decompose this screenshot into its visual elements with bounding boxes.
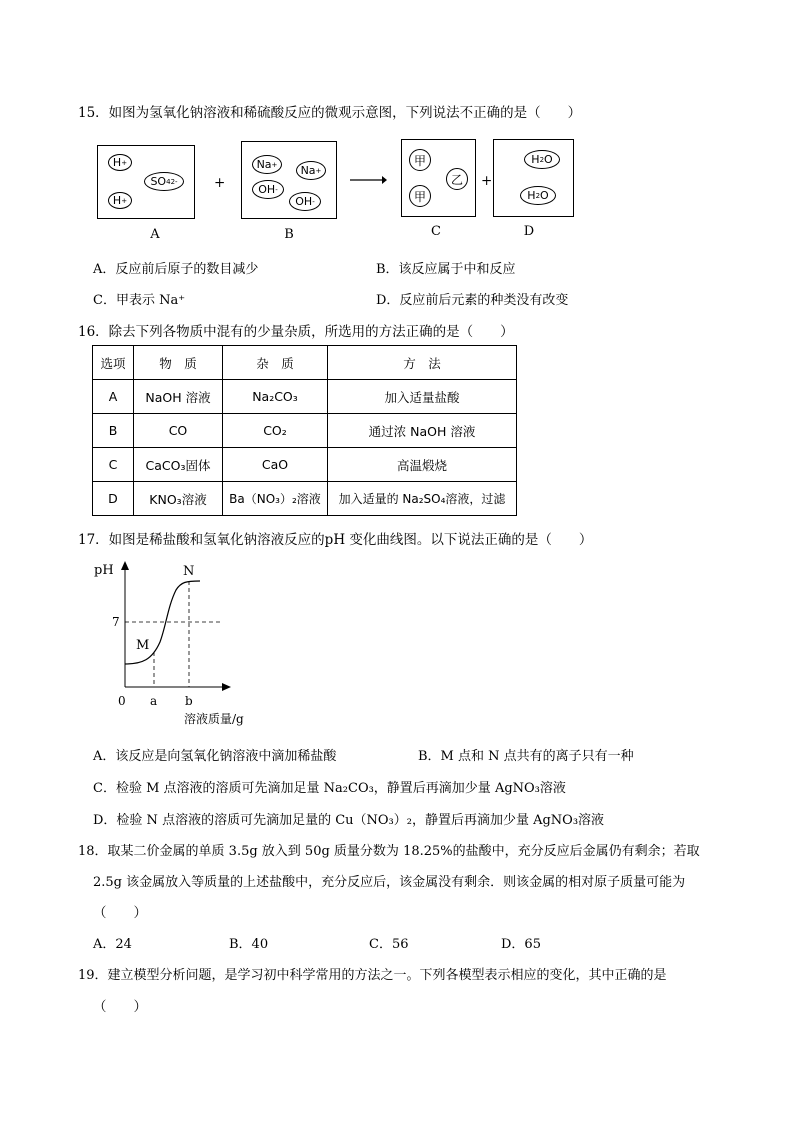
cell-method: 通过浓 NaOH 溶液 — [328, 414, 517, 448]
box-d — [493, 139, 574, 217]
label-d: D — [523, 224, 535, 239]
cell-method: 加入适量的 Na₂SO₄溶液，过滤 — [328, 482, 517, 516]
tick-label-b: b — [185, 694, 193, 708]
q17-option-a: A．该反应是向氢氧化钠溶液中滴加稀盐酸 — [93, 749, 337, 764]
plus-sign: + — [481, 173, 493, 189]
q16-stem: 16．除去下列各物质中混有的少量杂质，所选用的方法正确的是（ ） — [78, 324, 514, 340]
ph-curve-chart — [90, 556, 250, 728]
q18-stem-line2: 2.5g 该金属放入等质量的上述盐酸中，充分反应后，该金属没有剩余．则该金属的相对原子质量可能为 — [93, 875, 686, 890]
table-row — [93, 482, 517, 516]
header-option: 选项 — [93, 346, 134, 380]
cell-substance: CaCO₃固体 — [134, 448, 223, 482]
y-axis-arrow-icon — [121, 561, 129, 570]
table-row — [93, 380, 517, 414]
tick-label-a: a — [150, 694, 158, 708]
ion-na-plus: Na + — [296, 161, 326, 180]
cell-option: C — [93, 448, 134, 482]
q15-option-b: B．该反应属于中和反应 — [376, 262, 516, 277]
q15-stem: 15．如图为氢氧化钠溶液和稀硫酸反应的微观示意图，下列说法不正确的是（ ） — [78, 105, 582, 121]
ion-h-plus: H + — [108, 192, 132, 209]
cell-substance: KNO₃溶液 — [134, 482, 223, 516]
q15-option-d: D．反应前后元素的种类没有改变 — [376, 293, 569, 308]
cell-option: B — [93, 414, 134, 448]
header-substance: 物 质 — [134, 346, 223, 380]
x-axis-label: 溶液质量/g — [184, 712, 244, 726]
q18-option-a: A．24 — [93, 937, 132, 952]
y-axis-label: pH — [94, 563, 114, 578]
q17-option-b: B．M 点和 N 点共有的离子只有一种 — [418, 749, 634, 764]
q15-option-c: C．甲表示 Na⁺ — [93, 293, 186, 308]
ion-sulfate: SO 4 2- — [144, 172, 184, 191]
box-a — [97, 145, 195, 219]
ion-oh-minus: OH - — [289, 192, 321, 211]
ion-h-plus: H + — [108, 154, 132, 171]
q16-table — [92, 345, 517, 516]
q17-stem: 17．如图是稀盐酸和氢氧化钠溶液反应的pH 变化曲线图。以下说法正确的是（ ） — [78, 532, 593, 548]
q19-stem-line1: 19．建立模型分析问题，是学习初中科学常用的方法之一。下列各模型表示相应的变化，其中正确的是 — [78, 968, 667, 983]
molecule-water: H 2 O — [520, 186, 556, 205]
q19-stem-line2: （ ） — [93, 999, 147, 1015]
cell-method: 加入适量盐酸 — [328, 380, 517, 414]
particle-jia: 甲 — [409, 185, 431, 207]
q15-option-a: A．反应前后原子的数目减少 — [93, 262, 259, 277]
box-b — [241, 141, 337, 219]
ion-na-plus: Na + — [252, 155, 282, 174]
label-c: C — [431, 224, 441, 239]
point-label-m: M — [136, 638, 150, 653]
table-row — [93, 448, 517, 482]
cell-method: 高温煅烧 — [328, 448, 517, 482]
q18-option-d: D．65 — [501, 937, 541, 952]
cell-impurity: Ba（NO₃）₂溶液 — [223, 482, 328, 516]
plus-sign: + — [214, 175, 226, 191]
q17-option-c: C．检验 M 点溶液的溶质可先滴加足量 Na₂CO₃，静置后再滴加少量 AgNO₃溶液 — [93, 781, 566, 796]
arrow-icon — [348, 173, 388, 187]
cell-option: A — [93, 380, 134, 414]
q18-stem-line3: （ ） — [93, 905, 147, 921]
cell-impurity: CO₂ — [223, 414, 328, 448]
cell-substance: NaOH 溶液 — [134, 380, 223, 414]
cell-option: D — [93, 482, 134, 516]
particle-jia: 甲 — [409, 149, 431, 171]
table-row — [93, 414, 517, 448]
q18-option-b: B．40 — [229, 937, 269, 952]
cell-substance: CO — [134, 414, 223, 448]
tick-label-7: 7 — [112, 615, 120, 629]
cell-impurity: Na₂CO₃ — [223, 380, 328, 414]
molecule-water: H 2 O — [524, 150, 560, 169]
label-b: B — [284, 227, 294, 242]
point-label-n: N — [183, 564, 195, 579]
particle-yi: 乙 — [446, 168, 468, 190]
x-axis-arrow-icon — [222, 683, 231, 691]
ion-oh-minus: OH - — [252, 180, 284, 199]
header-impurity: 杂 质 — [223, 346, 328, 380]
header-method: 方 法 — [328, 346, 517, 380]
q17-option-d: D．检验 N 点溶液的溶质可先滴加足量的 Cu（NO₃）₂，静置后再滴加少量 AgNO₃溶液 — [93, 813, 605, 828]
box-c — [401, 139, 476, 217]
q18-option-c: C．56 — [369, 937, 409, 952]
label-a: A — [150, 227, 160, 242]
cell-impurity: CaO — [223, 448, 328, 482]
table-header-row — [93, 346, 517, 380]
q18-stem-line1: 18．取某二价金属的单质 3.5g 放入到 50g 质量分数为 18.25%的盐酸中，充分反应后金属仍有剩余；若取 — [78, 844, 700, 859]
tick-label-origin: 0 — [118, 694, 126, 708]
